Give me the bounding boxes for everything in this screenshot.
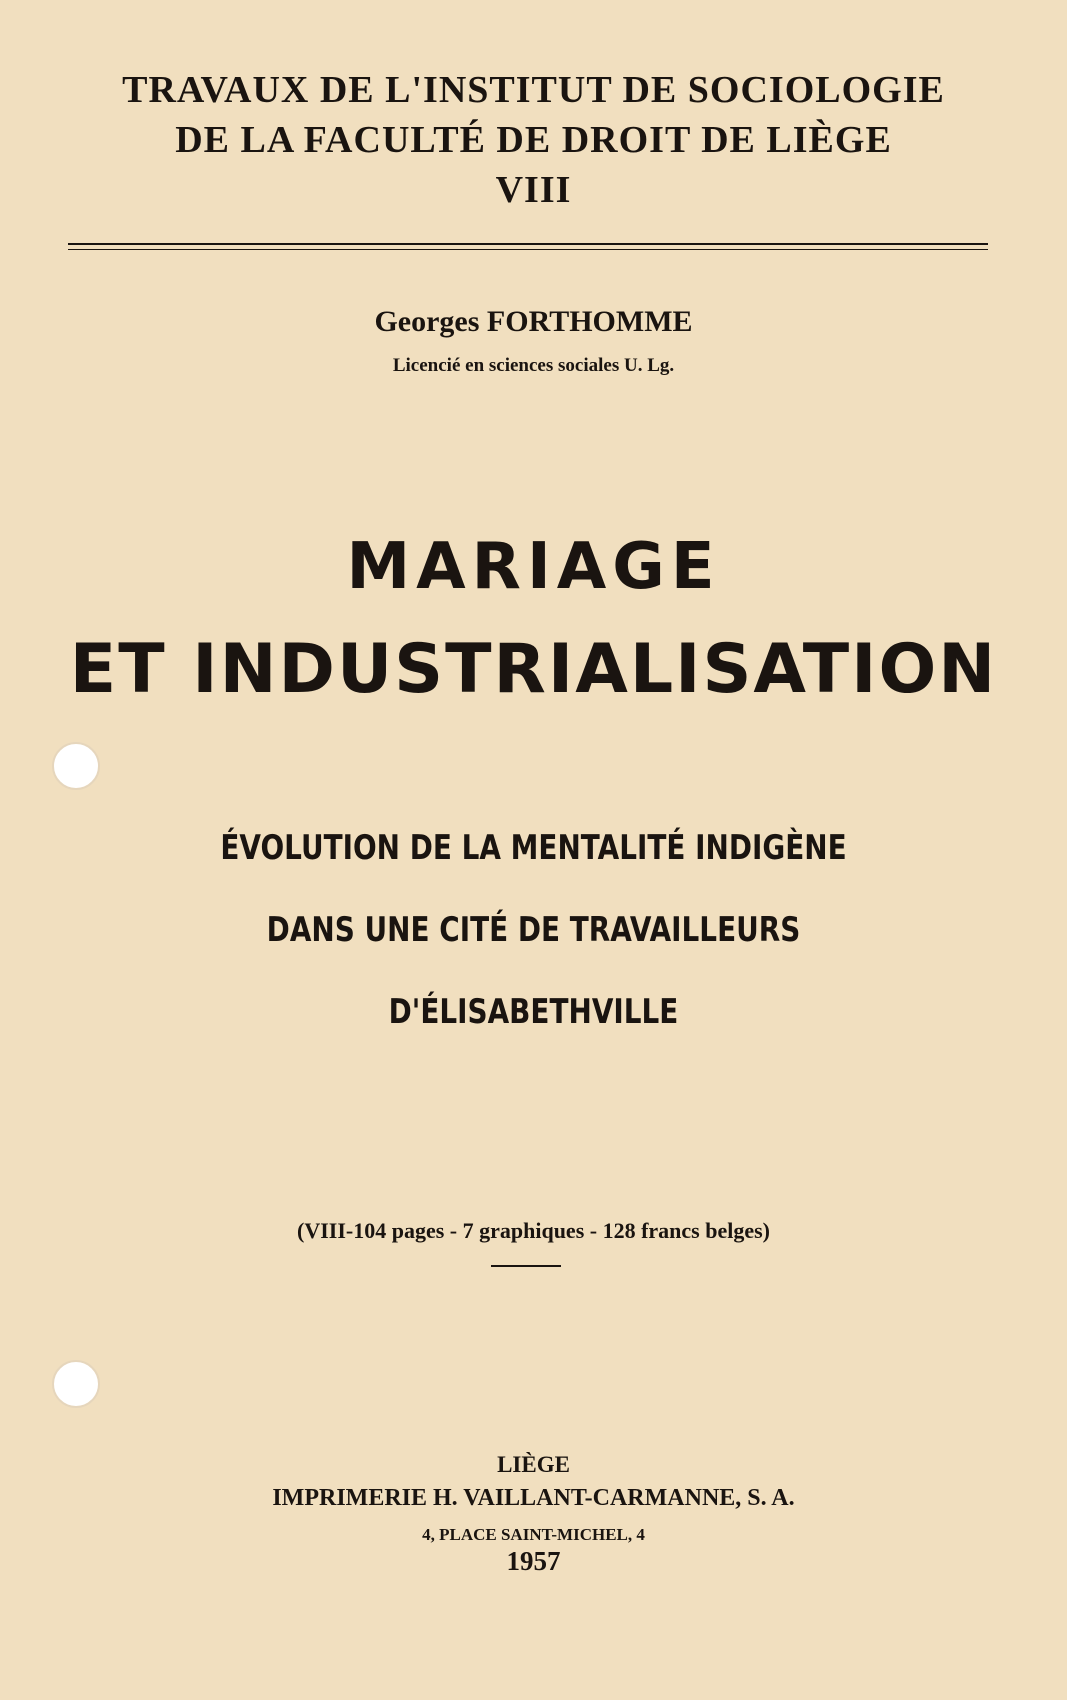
header-rule-bottom xyxy=(68,249,988,250)
series-header-line-1: TRAVAUX DE L'INSTITUT DE SOCIOLOGIE xyxy=(122,69,945,111)
subtitle-line-3: D'ÉLISABETHVILLE xyxy=(388,992,679,1032)
imprint-city: LIÈGE xyxy=(497,1452,570,1477)
header-rule-top xyxy=(68,243,988,245)
title-line-1: MARIAGE xyxy=(346,530,721,604)
subtitle-line-2: DANS UNE CITÉ DE TRAVAILLEURS xyxy=(266,910,801,950)
punch-hole-upper xyxy=(52,742,100,790)
short-divider xyxy=(491,1265,561,1267)
imprint-publisher: IMPRIMERIE H. VAILLANT-CARMANNE, S. A. xyxy=(272,1485,795,1511)
title-line-2: ET INDUSTRIALISATION xyxy=(69,630,998,709)
punch-hole-lower xyxy=(52,1360,100,1408)
series-header-line-2: DE LA FACULTÉ DE DROIT DE LIÈGE xyxy=(175,119,892,161)
imprint-address: 4, PLACE SAINT-MICHEL, 4 xyxy=(422,1525,645,1544)
volume-number: VIII xyxy=(495,169,572,211)
subtitle-line-1: ÉVOLUTION DE LA MENTALITÉ INDIGÈNE xyxy=(220,828,847,868)
author-name: Georges FORTHOMME xyxy=(374,305,693,338)
author-credentials: Licencié en sciences sociales U. Lg. xyxy=(392,355,675,376)
imprint-year: 1957 xyxy=(506,1546,561,1576)
publication-details: (VIII-104 pages - 7 graphiques - 128 francs belges) xyxy=(297,1218,770,1243)
